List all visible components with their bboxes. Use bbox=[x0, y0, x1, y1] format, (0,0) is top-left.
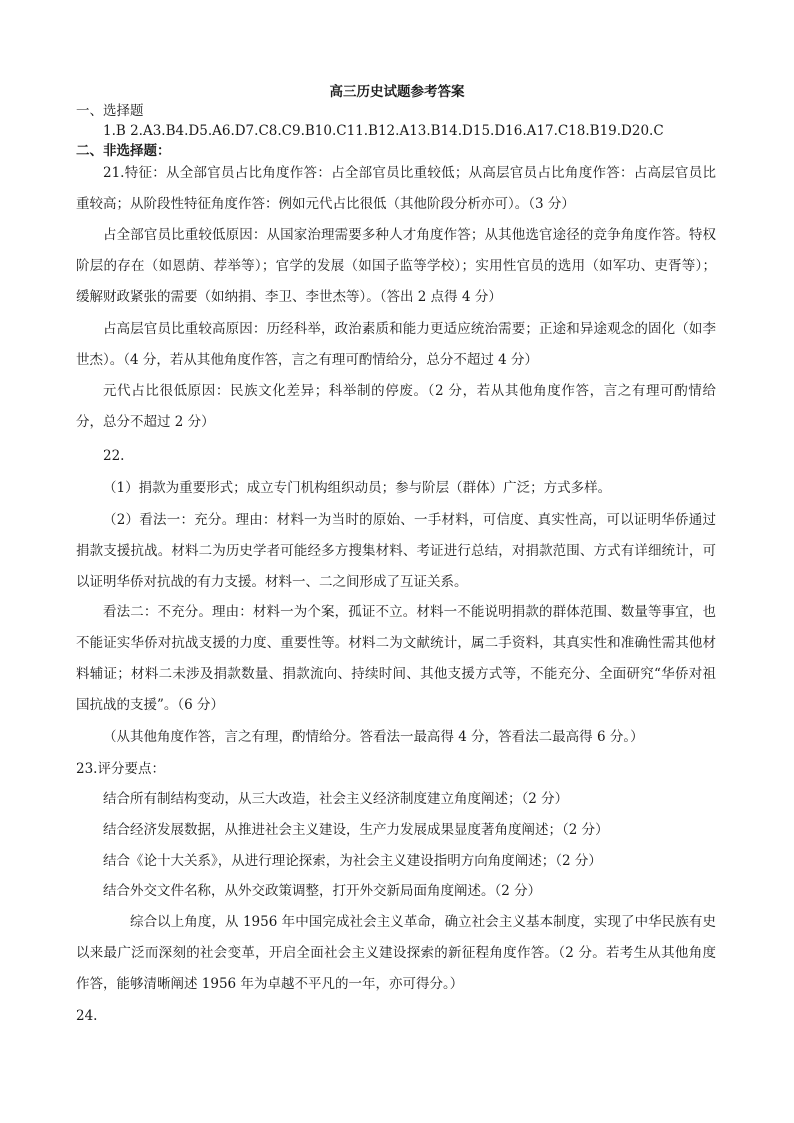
section-2-heading: 二、非选择题： bbox=[76, 143, 171, 159]
q23-point-2: 结合经济发展数据，从推进社会主义建设，生产力发展成果显度著角度阐述；（2 分） bbox=[103, 822, 609, 838]
q21-features: 21.特征：从全部官员占比角度作答：占全部官员比重较低；从高层官员占比角度作答：占高层官员比重较高；从阶段性特征角度作答：例如元代占比很低（其他阶段分析亦可）。（3 分） bbox=[76, 165, 716, 212]
q24-number: 24. bbox=[76, 1008, 98, 1024]
q23-point-3: 结合《论十大关系》，从进行理论探索，为社会主义建设指明方向角度阐述；（2 分） bbox=[103, 853, 602, 869]
q23-summary: 综合以上角度，从 1956 年中国完成社会主义革命，确立社会主义基本制度，实现了中华民族有史以来最广泛而深刻的社会变革，开启全面社会主义建设探索的新征程角度作答。（2 分。若考生从其他角度作答，能够清晰阐述 1956 年为卓越不平凡的一年，亦可得分。） bbox=[76, 914, 716, 992]
section-1-heading: 一、选择题 bbox=[76, 103, 144, 119]
q22-number: 22. bbox=[103, 448, 125, 464]
q21-yuan-reasons: 元代占比很低原因：民族文化差异；科举制的停废。（2 分，若从其他角度作答，言之有理可酌情给分，总分不超过 2 分） bbox=[76, 383, 716, 430]
q22-scoring-note: （从其他角度作答，言之有理，酌情给分。答看法一最高得 4 分，答看法二最高得 6 分。） bbox=[103, 729, 644, 745]
q23-heading: 23.评分要点： bbox=[76, 761, 165, 777]
multiple-choice-answers: 1.B 2.A3.B4.D5.A6.D7.C8.C9.B10.C11.B12.A13.B14.D15.D16.A17.C18.B19.D20.C bbox=[103, 123, 664, 139]
q21-high-share-reasons: 占高层官员比重较高原因：历经科举，政治素质和能力更适应统治需要；正途和异途观念的固化（如李世杰）。（4 分，若从其他角度作答，言之有理可酌情给分，总分不超过 4 分） bbox=[76, 321, 716, 368]
q22-view-1: （2）看法一：充分。理由：材料一为当时的原始、一手材料，可信度、真实性高，可以证明华侨通过捐款支援抗战。材料二为历史学者可能经多方搜集材料、考证进行总结，对捐款范围、方式有详细统计，可以证明华侨对抗战的有力支援。材料一、二之间形成了互证关系。 bbox=[76, 512, 716, 590]
q23-point-4: 结合外交文件名称，从外交政策调整，打开外交新局面角度阐述。（2 分） bbox=[103, 883, 542, 899]
q23-point-1: 结合所有制结构变动，从三大改造，社会主义经济制度建立角度阐述；（2 分） bbox=[103, 791, 569, 807]
q22-part-1: （1）捐款为重要形式；成立专门机构组织动员；参与阶层（群体）广泛；方式多样。 bbox=[103, 480, 612, 496]
q22-view-2: 看法二：不充分。理由：材料一为个案，孤证不立。材料一不能说明捐款的群体范围、数量等事宜，也不能证实华侨对抗战支援的力度、重要性等。材料二为文献统计，属二手资料，其真实性和准确性需其他材料辅证；材料二未涉及捐款数量、捐款流向、持续时间、其他支援方式等，不能充分、全面研究“华侨对祖国抗战的支援”。（6 分） bbox=[76, 604, 716, 713]
q21-low-share-reasons: 占全部官员比重较低原因：从国家治理需要多种人才角度作答；从其他选官途径的竞争角度作答。特权阶层的存在（如恩荫、荐举等）；官学的发展（如国子监等学校）；实用性官员的选用（如军功、吏胥等）；缓解财政紧张的需要（如纳捐、李卫、李世杰等）。（答出 2 点得 4 分） bbox=[76, 227, 716, 305]
page-title: 高三历史试题参考答案 bbox=[329, 84, 465, 100]
